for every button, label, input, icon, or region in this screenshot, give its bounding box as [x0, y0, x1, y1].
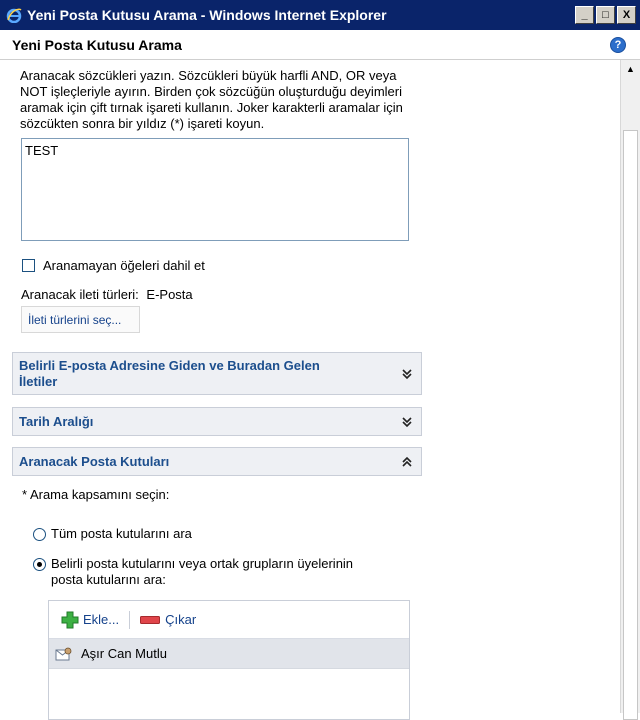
- section-addresses-label: Belirli E-posta Adresine Giden ve Buradan Gelen İletiler: [19, 357, 320, 389]
- mailbox-toolbar: [49, 601, 409, 639]
- window-titlebar: [0, 0, 640, 30]
- select-message-types-button[interactable]: İleti türlerini seç...: [21, 306, 140, 333]
- chevron-down-icon[interactable]: [401, 415, 413, 429]
- page-title: Yeni Posta Kutusu Arama: [12, 36, 182, 53]
- chevron-up-icon[interactable]: [401, 455, 413, 469]
- scope-option-all-row[interactable]: [33, 526, 192, 542]
- chevron-down-icon[interactable]: [401, 367, 413, 381]
- window-title: Yeni Posta Kutusu Arama - Windows Internet Explorer: [27, 7, 387, 23]
- close-button[interactable]: X: [617, 6, 636, 24]
- include-unsearchable-label: Aranamayan öğeleri dahil et: [43, 258, 205, 273]
- message-types-row: [21, 287, 193, 302]
- scroll-thumb[interactable]: [623, 130, 638, 720]
- help-icon[interactable]: ?: [610, 37, 626, 53]
- minimize-button[interactable]: _: [575, 6, 594, 24]
- scope-specific-radio[interactable]: [33, 558, 46, 571]
- add-mailbox-label: Ekle...: [83, 612, 120, 627]
- maximize-button[interactable]: □: [596, 6, 615, 24]
- add-mailbox-button[interactable]: [61, 611, 119, 629]
- minus-icon: [140, 616, 160, 624]
- scroll-up-arrow-icon[interactable]: ▲: [626, 64, 635, 74]
- section-date-range[interactable]: [12, 407, 422, 436]
- vertical-scrollbar[interactable]: [620, 60, 640, 713]
- search-query-input[interactable]: [21, 138, 409, 241]
- plus-icon: [61, 611, 79, 629]
- content-area: [0, 60, 620, 713]
- message-types-label: Aranacak ileti türleri:: [21, 287, 139, 302]
- toolbar-divider: [129, 611, 130, 629]
- include-unsearchable-checkbox[interactable]: [22, 259, 35, 272]
- scope-all-radio[interactable]: [33, 528, 46, 541]
- mailbox-name: Aşır Can Mutlu: [81, 646, 167, 661]
- section-mailboxes[interactable]: [12, 447, 422, 476]
- mailbox-user-icon: [55, 646, 73, 662]
- search-scope-label: * Arama kapsamını seçin:: [22, 487, 170, 502]
- section-date-range-label: Tarih Aralığı: [19, 413, 94, 429]
- remove-mailbox-label: Çıkar: [165, 612, 197, 627]
- message-types-value: E-Posta: [146, 287, 193, 302]
- internet-explorer-icon: [5, 6, 23, 24]
- include-unsearchable-row[interactable]: [22, 258, 205, 273]
- scope-option-specific-row[interactable]: [33, 556, 363, 588]
- page-header: [0, 30, 640, 60]
- search-instructions: Aranacak sözcükleri yazın. Sözcükleri büyük harfli AND, OR veya NOT işleçleriyle ayırın. Birden çok sözcüğün oluşturduğu deyimleri aramak için çift tırnak işareti kullanın. Joker karakterli aramalar için sözcükten sonra bir yıldız (*) işareti koyun.: [20, 68, 403, 131]
- list-item[interactable]: [49, 639, 409, 669]
- section-addresses[interactable]: [12, 352, 422, 395]
- remove-mailbox-button[interactable]: [140, 612, 196, 627]
- mailbox-list: [48, 600, 410, 720]
- scope-specific-label: Belirli posta kutularını veya ortak grupların üyelerinin posta kutularını ara:: [51, 556, 354, 587]
- scope-all-label: Tüm posta kutularını ara: [51, 526, 192, 541]
- section-mailboxes-label: Aranacak Posta Kutuları: [19, 453, 170, 469]
